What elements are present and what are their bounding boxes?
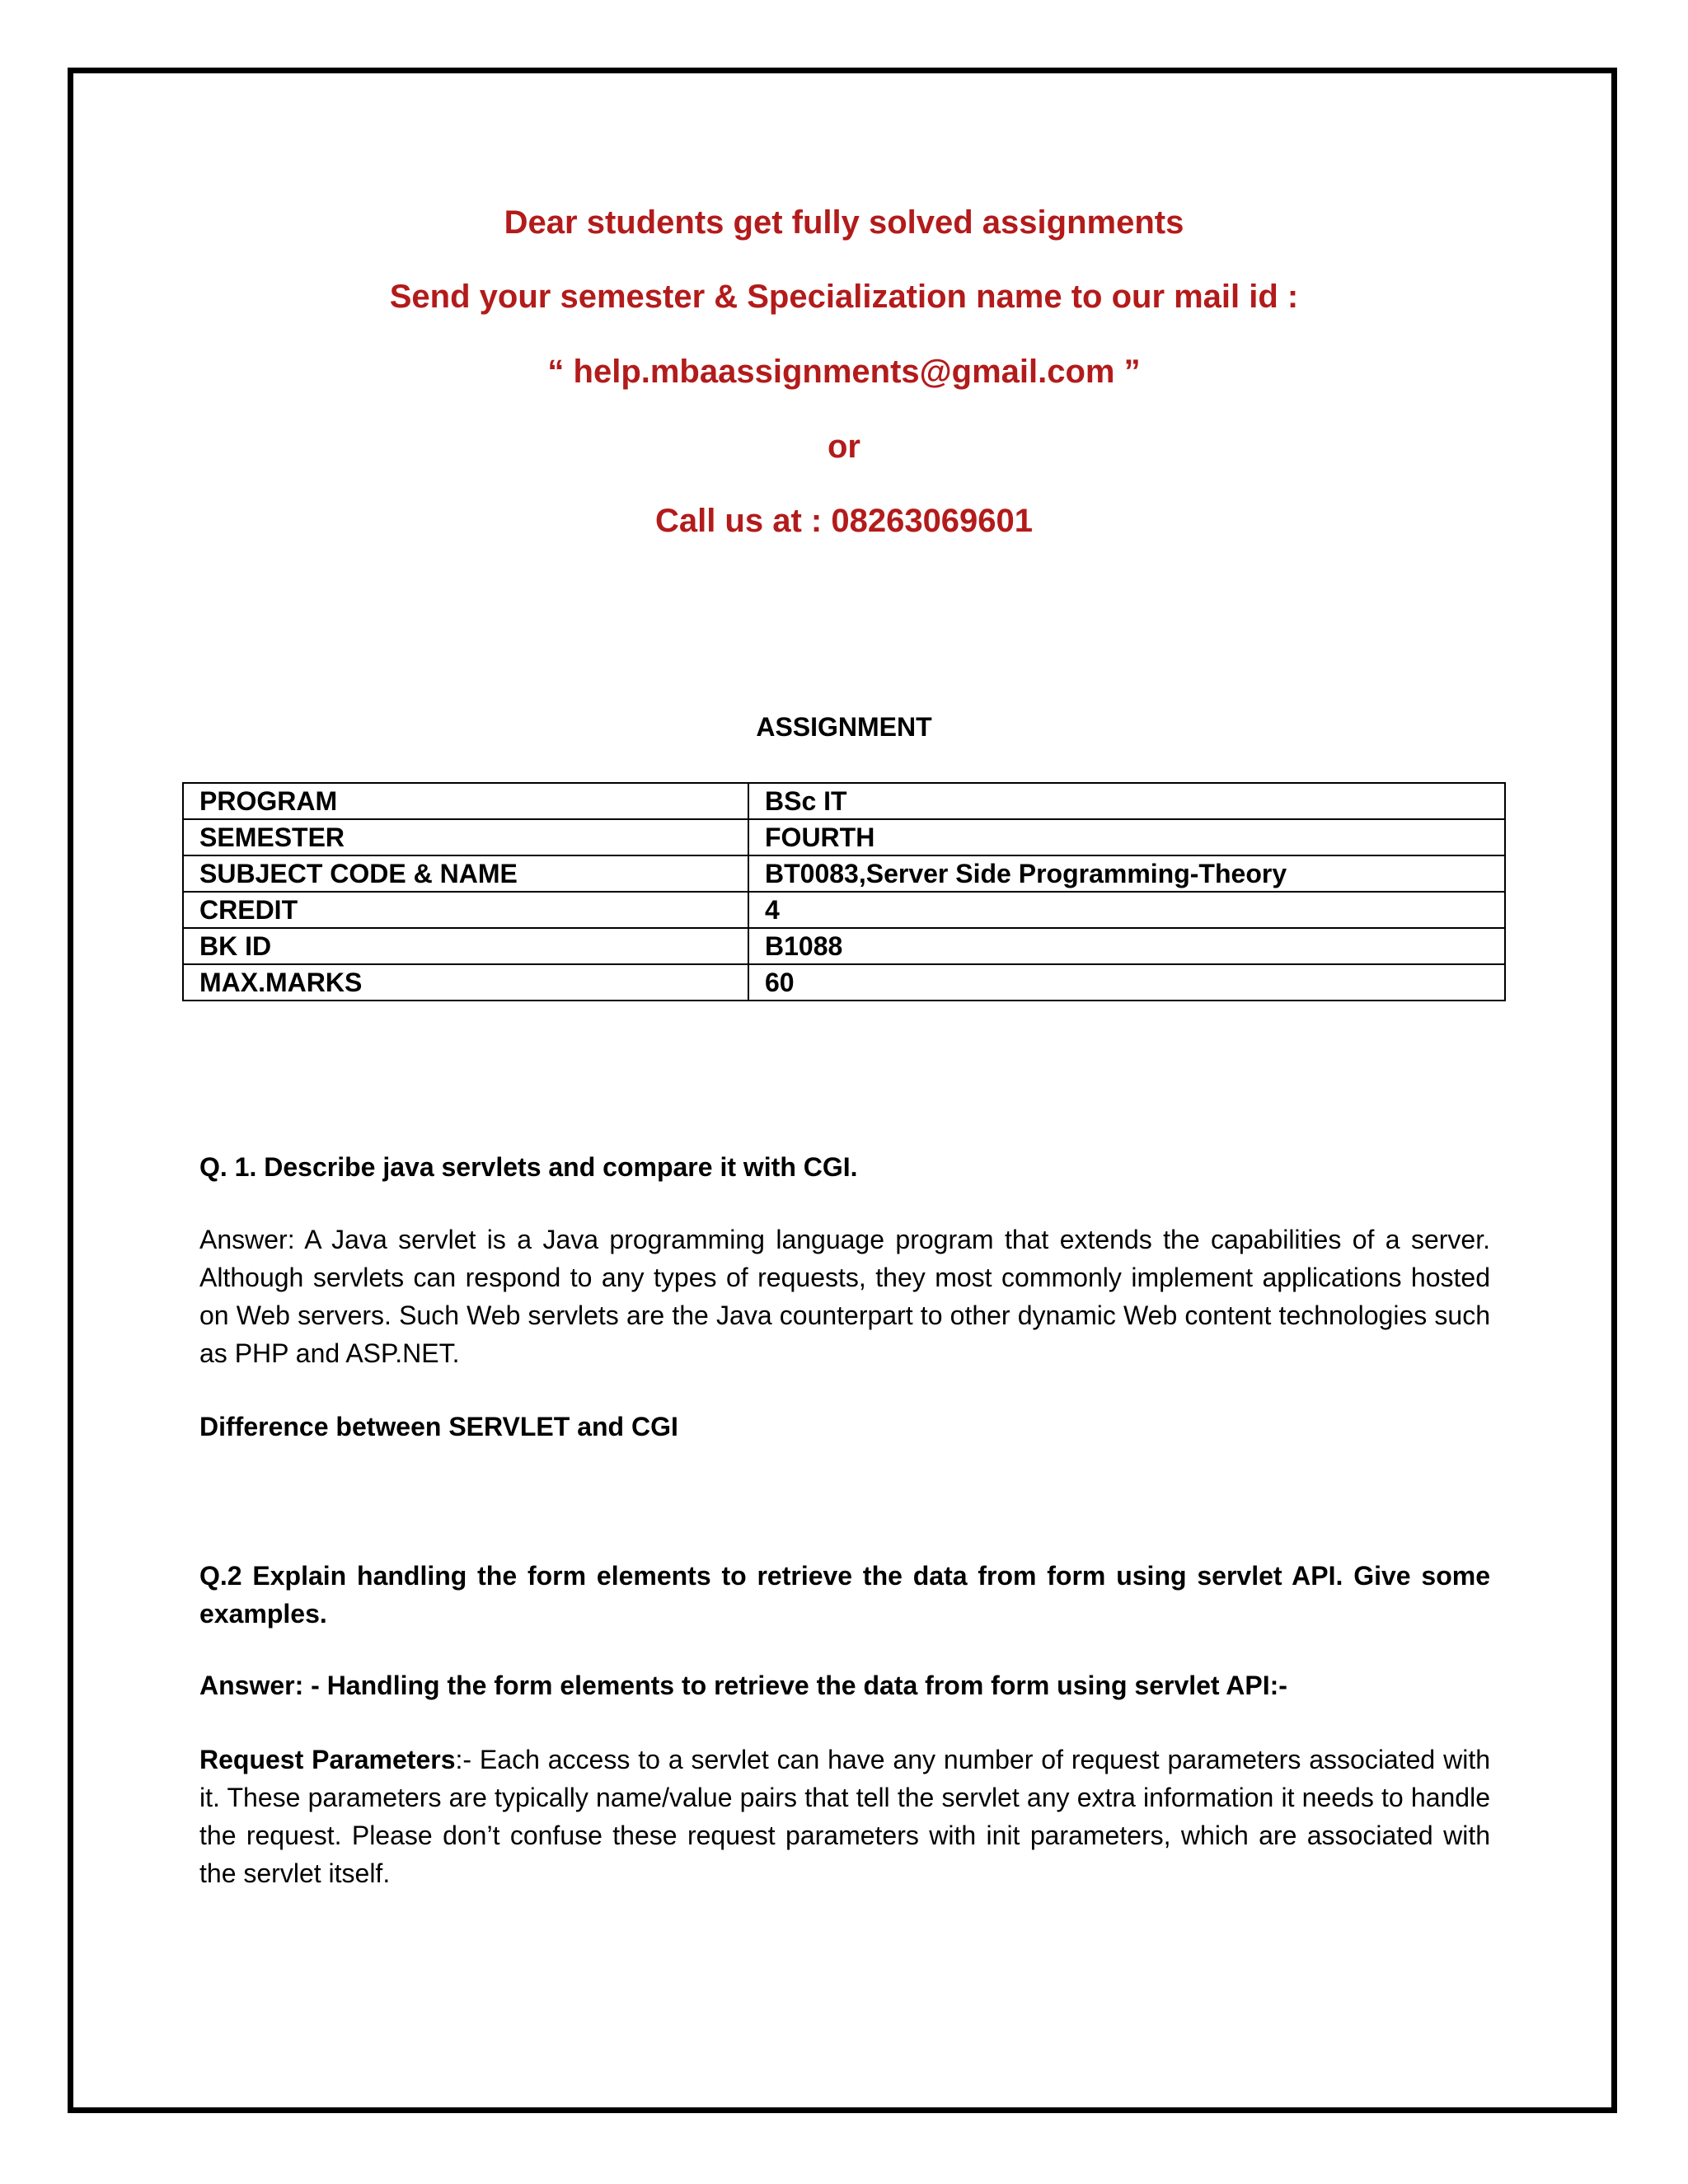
table-label-cell: PROGRAM bbox=[183, 783, 748, 819]
table-row bbox=[183, 928, 1505, 964]
table-label-cell: BK ID bbox=[183, 928, 748, 964]
request-parameters-label: Request Parameters bbox=[199, 1745, 456, 1774]
table-label-cell: SEMESTER bbox=[183, 819, 748, 855]
question-1-heading: Q. 1. Describe java servlets and compare it with CGI. bbox=[199, 1152, 858, 1182]
assignment-title: ASSIGNMENT bbox=[756, 712, 932, 742]
question-1-subheading: Difference between SERVLET and CGI bbox=[199, 1412, 678, 1441]
question-2-heading: Q.2 Explain handling the form elements to retrieve the data from form using servlet API. Give some examples. bbox=[199, 1561, 1490, 1629]
table-label-cell: SUBJECT CODE & NAME bbox=[183, 855, 748, 892]
table-row bbox=[183, 892, 1505, 928]
table-label-cell: CREDIT bbox=[183, 892, 748, 928]
table-value-cell: 60 bbox=[748, 964, 1505, 1001]
promo-headline: Dear students get fully solved assignments bbox=[504, 204, 1184, 241]
table-row bbox=[183, 855, 1505, 892]
assignment-info-table bbox=[182, 782, 1506, 1001]
request-parameters-text: :- Each access to a servlet can have any number of request parameters associated with it. These parameters are typically name/value pairs that tell the servlet any extra information it needs to handle the request. Please don’t confuse these request parameters with init parameters, which are associated with the servlet itself. bbox=[199, 1745, 1490, 1888]
table-row bbox=[183, 819, 1505, 855]
table-value-cell: B1088 bbox=[748, 928, 1505, 964]
promo-instruction: Send your semester & Specialization name to our mail id : bbox=[389, 279, 1299, 315]
table-value-cell: FOURTH bbox=[748, 819, 1505, 855]
promo-email: “ help.mbaassignments@gmail.com ” bbox=[547, 354, 1141, 390]
table-row bbox=[183, 964, 1505, 1001]
promo-phone: Call us at : 08263069601 bbox=[654, 503, 1034, 539]
table-value-cell: BT0083,Server Side Programming-Theory bbox=[748, 855, 1505, 892]
promo-or: or bbox=[828, 429, 860, 465]
table-label-cell: MAX.MARKS bbox=[183, 964, 748, 1001]
table-row bbox=[183, 783, 1505, 819]
question-1-answer: Answer: A Java servlet is a Java programming language program that extends the capabilities of a server. Although servlets can respond to any types of requests, they most commonly implement applications hosted on Web servers. Such Web servlets are the Java counterpart to other dynamic Web content technologies such as PHP and ASP.NET. bbox=[199, 1225, 1490, 1368]
table-value-cell: BSc IT bbox=[748, 783, 1505, 819]
table-value-cell: 4 bbox=[748, 892, 1505, 928]
question-2-request-parameters bbox=[199, 1741, 1490, 1892]
question-2-answer-heading: Answer: - Handling the form elements to retrieve the data from form using servlet API:- bbox=[199, 1671, 1287, 1700]
